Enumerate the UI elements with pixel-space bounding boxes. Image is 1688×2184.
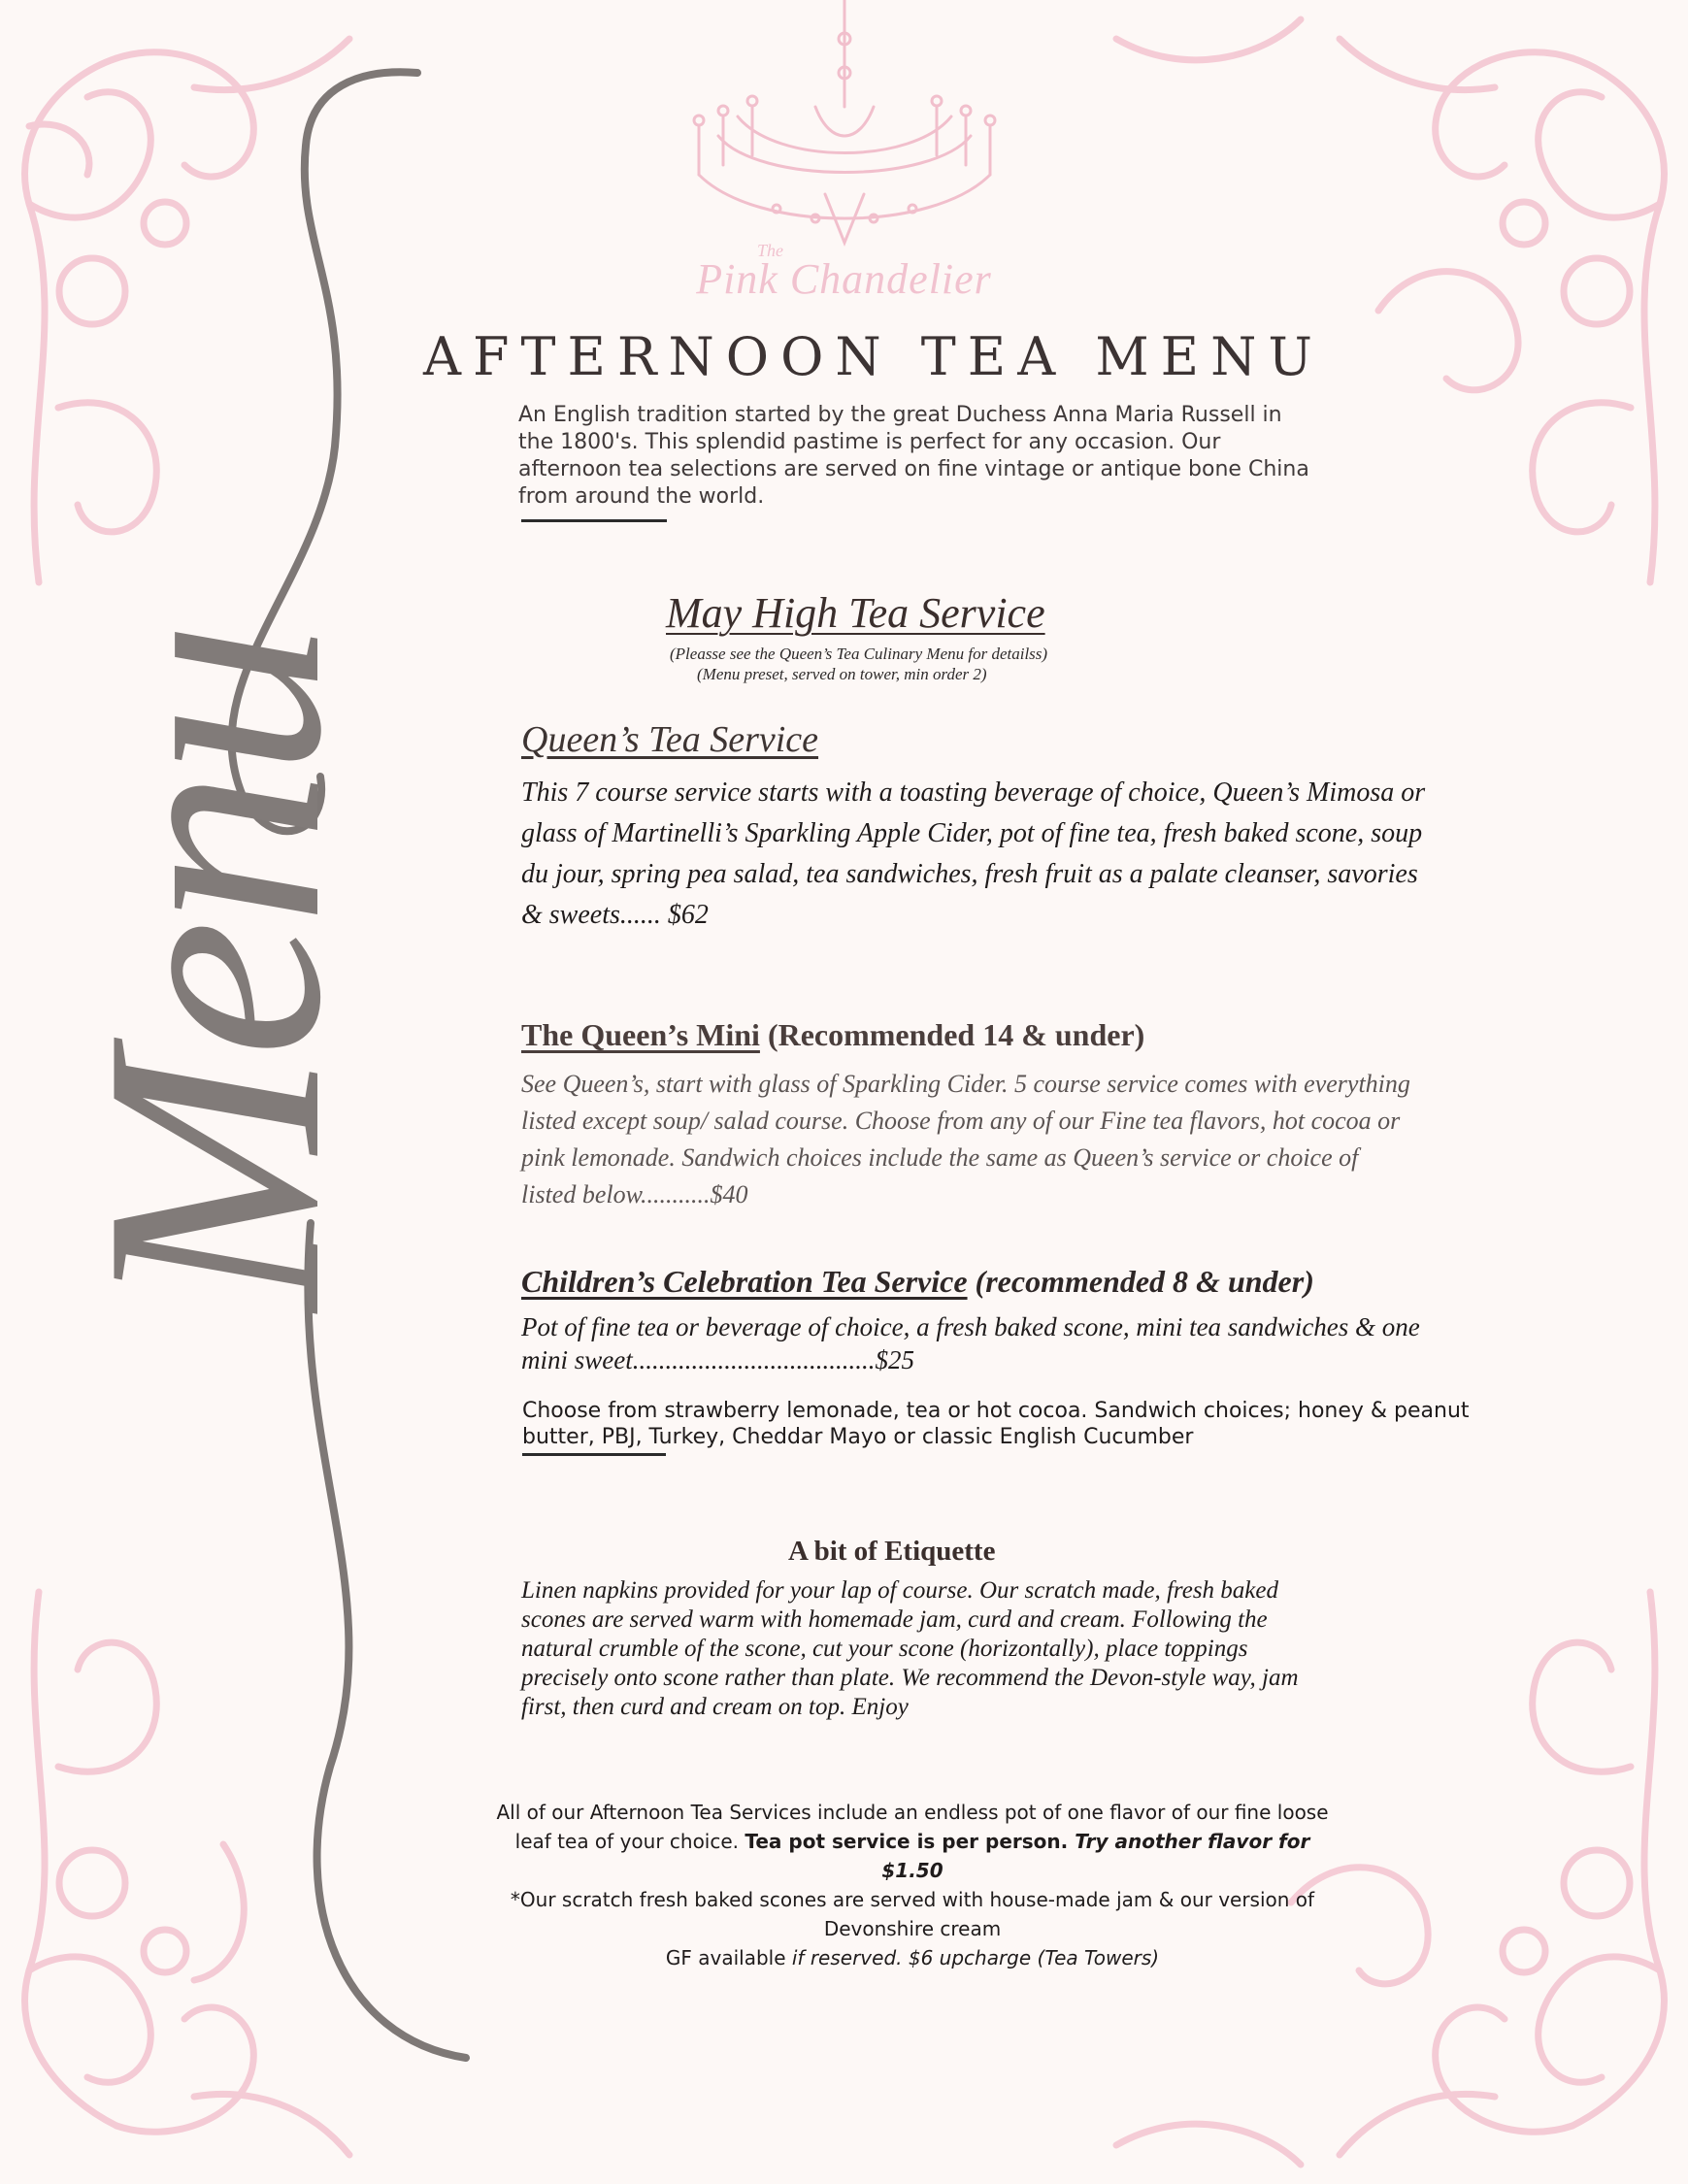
footer-bold-italic: Try another flavor for $1.50: [881, 1830, 1310, 1882]
brand-the: The: [757, 241, 783, 260]
page-title: AFTERNOON TEA MENU: [423, 326, 1324, 387]
footer-scones: *Our scratch fresh baked scones are served with house-made jam & our version of Devonshire cream: [510, 1888, 1315, 1940]
footer-gf: GF available: [665, 1946, 792, 1969]
queens-mini-description: See Queen’s, start with glass of Sparkling Cider. 5 course service comes with everything listed except soup/ salad course. Choose from any of our Fine tea flavors, hot cocoa or pink lemonade. Sandwich choices include the same as Queen’s service or choice of listed below...........$40: [521, 1070, 1410, 1208]
top-left-flourish-icon: [25, 39, 349, 582]
footer-bold: Tea pot service is per person.: [745, 1830, 1076, 1853]
bottom-left-flourish-icon: [25, 1592, 349, 2155]
queens-tea-description: This 7 course service starts with a toasting beverage of choice, Queen’s Mimosa or glass of Martinelli’s Sparkling Apple Cider, pot of fine tea, fresh baked scone, soup du jour, spring pea salad, tea sandwiches, fresh fruit as a palate cleanser, savories & sweets...... $62: [521, 778, 1426, 930]
footer-notes: [485, 1798, 1340, 1972]
intro-divider: [521, 519, 667, 522]
children-divider: [522, 1453, 666, 1456]
children-tea-choices: Choose from strawberry lemonade, tea or hot cocoa. Sandwich choices; honey & peanut butter, PBJ, Turkey, Cheddar Mayo or classic English Cucumber: [522, 1399, 1470, 1449]
intro-text: An English tradition started by the great Duchess Anna Maria Russell in the 1800's. This splendid pastime is perfect for any occasion. Our afternoon tea selections are served on fine vintage or antique bone China from around the world.: [518, 403, 1309, 509]
queens-mini-subtitle: (Recommended 14 & under): [759, 1017, 1145, 1052]
may-high-tea-title: May High Tea Service: [666, 589, 1045, 637]
may-high-tea-note-preset: (Menu preset, served on tower, min order 2): [697, 665, 987, 683]
queens-mini-heading: [521, 1017, 1144, 1053]
queens-mini-title: The Queen’s Mini: [521, 1017, 760, 1052]
children-tea-subtitle: (recommended 8 & under): [967, 1264, 1314, 1299]
may-high-tea-note-culinary: (Pleasse see the Queen’s Tea Culinary Menu for detailss): [670, 645, 1048, 663]
etiquette-text: Linen napkins provided for your lap of course. Our scratch made, fresh baked scones are served warm with homemade jam, curd and cream. Following the natural crumble of the scone, cut your scone (horizontally), place toppings precisely onto scone rather than plate. We recommend the Devon-style way, jam first, then curd and cream on top. Enjoy: [521, 1577, 1299, 1720]
children-tea-title: Children’s Celebration Tea Service: [521, 1264, 968, 1299]
children-tea-heading: [521, 1264, 1314, 1300]
queens-tea-title: Queen’s Tea Service: [521, 719, 819, 760]
chandelier-icon: [694, 0, 995, 243]
etiquette-title: A bit of Etiquette: [788, 1536, 996, 1567]
menu-script-title: Menu: [42, 626, 385, 1310]
brand-logo-text: Pink Chandelier: [696, 255, 992, 303]
footer-gf-italic: if reserved. $6 upcharge (Tea Towers): [791, 1946, 1160, 1969]
footer-line: All of our Afternoon Tea Services include an endless pot of one flavor of our fine loose leaf tea of your choice.: [496, 1801, 1329, 1853]
children-tea-description: Pot of fine tea or beverage of choice, a fresh baked scone, mini tea sandwiches & one mini sweet.....................................$25: [521, 1312, 1420, 1374]
